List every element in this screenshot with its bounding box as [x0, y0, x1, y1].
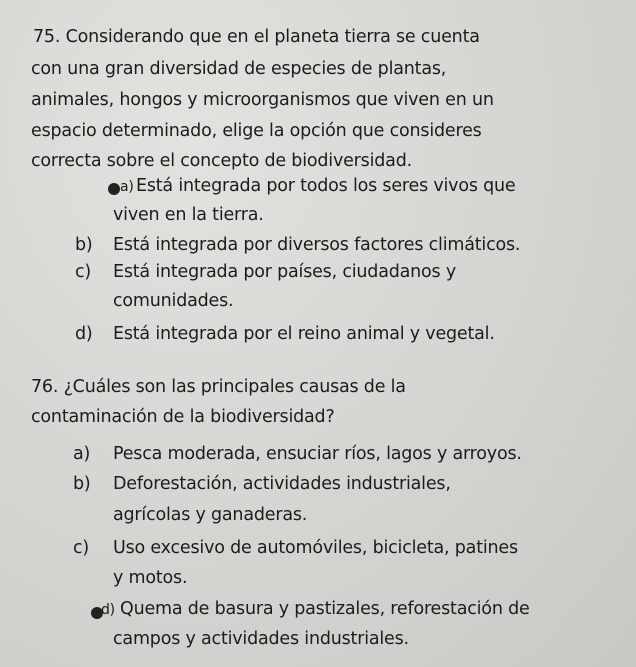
- option-76-d-letter: d): [101, 602, 115, 618]
- option-76-d-line-1: Quema de basura y pastizales, reforestación de: [120, 599, 530, 619]
- question-75-line-3: animales, hongos y microorganismos que viven en un: [31, 90, 494, 110]
- option-76-c-letter: c): [73, 538, 90, 558]
- option-76-a-letter: a): [73, 444, 91, 464]
- option-75-b-line-1: Está integrada por diversos factores climáticos.: [113, 235, 521, 255]
- question-75-line-5: correcta sobre el concepto de biodiversidad.: [31, 151, 412, 171]
- option-76-b-letter: b): [73, 474, 91, 494]
- option-75-a-mark-icon: [110, 178, 120, 200]
- option-75-b-letter: b): [75, 235, 93, 255]
- question-75-line-4: espacio determinado, elige la opción que consideres: [31, 121, 482, 141]
- option-76-b-line-2: agrícolas y ganaderas.: [113, 505, 308, 525]
- option-75-a-letter: a): [120, 179, 134, 195]
- option-76-c-line-1: Uso excesivo de automóviles, bicicleta, patines: [113, 538, 518, 558]
- option-75-c-letter: c): [75, 262, 92, 282]
- option-76-b-line-1: Deforestación, actividades industriales,: [113, 474, 451, 494]
- option-76-c-line-2: y motos.: [113, 568, 188, 588]
- option-75-d-letter: d): [75, 324, 93, 344]
- option-75-c-line-2: comunidades.: [113, 291, 234, 311]
- option-76-d-line-2: campos y actividades industriales.: [113, 629, 409, 649]
- question-75-line-1: 75. Considerando que en el planeta tierra se cuenta: [33, 27, 480, 47]
- option-75-c-line-1: Está integrada por países, ciudadanos y: [113, 262, 456, 282]
- question-75-line-2: con una gran diversidad de especies de plantas,: [31, 59, 447, 79]
- option-75-d-line-1: Está integrada por el reino animal y vegetal.: [113, 324, 495, 344]
- option-75-a-line-1: Está integrada por todos los seres vivos que: [136, 176, 516, 196]
- question-76-line-1: 76. ¿Cuáles son las principales causas de la: [31, 377, 406, 397]
- question-76-line-2: contaminación de la biodiversidad?: [31, 407, 335, 427]
- option-76-a-line-1: Pesca moderada, ensuciar ríos, lagos y arroyos.: [113, 444, 522, 464]
- option-75-a-line-2: viven en la tierra.: [113, 205, 264, 225]
